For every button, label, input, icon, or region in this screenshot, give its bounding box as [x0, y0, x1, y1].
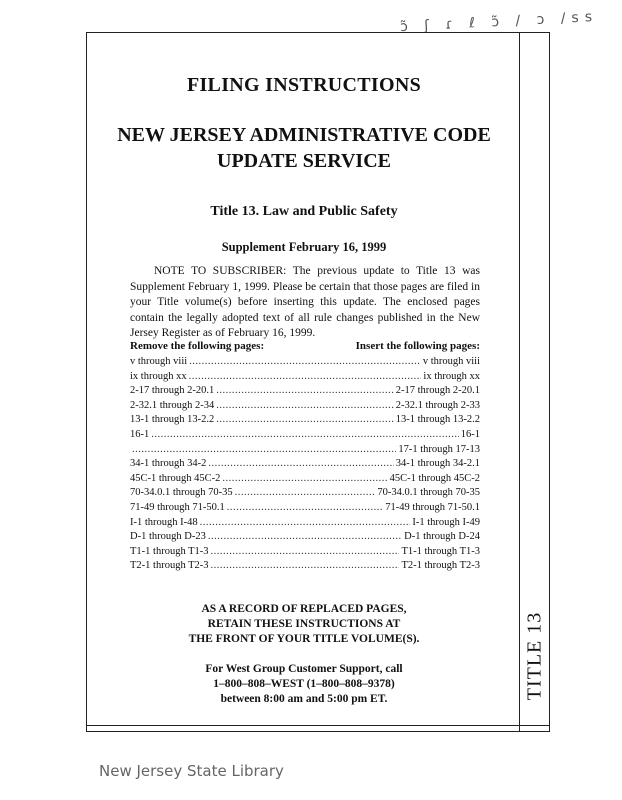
leader-dots — [216, 413, 393, 428]
leader-dots — [208, 457, 393, 472]
leader-dots — [132, 443, 396, 458]
insert-pages: T1-1 through T1-3 — [401, 545, 480, 557]
page-row — [130, 370, 480, 385]
insert-pages: 17-1 through 17-13 — [398, 443, 480, 455]
remove-pages: v through viii — [130, 356, 188, 367]
leader-dots — [189, 370, 422, 385]
insert-pages: 71-49 through 71-50.1 — [385, 501, 480, 513]
code-title — [90, 122, 518, 174]
page-row — [130, 472, 480, 487]
insert-pages: 16-1 — [460, 428, 480, 440]
page-row — [130, 399, 480, 414]
handwritten-annotation: ɔ̃ ʃ ɾ ℓ ɔ̃ / ɔ /ss — [399, 8, 599, 36]
subscriber-note: NOTE TO SUBSCRIBER: The previous update to Title 13 was Supplement February 1, 1999. Please be certain that those pages are filed in your Title volume(s) before inserting this update. The enclosed pages contain the legally adopted text of all rule changes published in the New Jersey Register as of February 16, 1999. — [130, 265, 480, 339]
insert-pages: T2-1 through T2-3 — [401, 560, 480, 572]
record-line1: AS A RECORD OF REPLACED PAGES, — [201, 603, 407, 615]
insert-pages: I-1 through I-49 — [412, 516, 480, 528]
leader-dots — [216, 384, 393, 399]
leader-dots — [189, 355, 421, 370]
leader-dots — [200, 516, 411, 531]
remove-pages: T2-1 through T2-3 — [130, 560, 209, 572]
remove-pages: ix through xx — [130, 370, 187, 382]
page-row — [130, 501, 480, 516]
remove-pages: T1-1 through T1-3 — [130, 545, 209, 557]
spine-tab — [522, 606, 548, 706]
remove-pages: 2-17 through 2-20.1 — [130, 385, 215, 397]
page-row — [130, 443, 480, 458]
page-row — [130, 530, 480, 545]
support-hours: between 8:00 am and 5:00 pm ET. — [220, 693, 388, 705]
leader-dots — [151, 428, 459, 443]
remove-pages: 45C-1 through 45C-2 — [130, 472, 221, 484]
leader-dots — [222, 472, 387, 487]
support-line1: For West Group Customer Support, call — [205, 663, 403, 675]
page-title: FILING INSTRUCTIONS — [186, 74, 422, 96]
page-row — [130, 545, 480, 560]
insert-pages: 70-34.0.1 through 70-35 — [377, 487, 480, 499]
page-row — [130, 384, 480, 399]
page-row — [130, 486, 480, 501]
page-row — [130, 413, 480, 428]
page-row — [130, 428, 480, 443]
leader-dots — [208, 530, 402, 545]
insert-pages: v through viii — [422, 356, 480, 367]
insert-header: Insert the following pages: — [355, 340, 480, 352]
spine-label: TITLE 13 — [523, 611, 546, 701]
insert-pages: 2-17 through 2-20.1 — [395, 385, 480, 397]
pages-header — [130, 340, 480, 352]
page-row — [130, 355, 480, 370]
spine-divider — [519, 33, 520, 731]
pages-list — [130, 355, 480, 574]
insert-pages: D-1 through D-24 — [404, 531, 480, 543]
code-title-line1: NEW JERSEY ADMINISTRATIVE CODE — [117, 124, 491, 146]
code-title-line2: UPDATE SERVICE — [217, 150, 391, 172]
leader-dots — [235, 486, 376, 501]
remove-pages: 16-1 — [130, 428, 150, 440]
bottom-rule — [87, 725, 549, 726]
page-row — [130, 457, 480, 472]
insert-pages: ix through xx — [423, 370, 480, 382]
record-notice — [90, 602, 518, 647]
page-row — [130, 559, 480, 574]
title-subtitle: Title 13. Law and Public Safety — [210, 204, 398, 219]
record-line3: THE FRONT OF YOUR TITLE VOLUME(S). — [188, 633, 420, 645]
remove-header: Remove the following pages: — [130, 340, 265, 352]
remove-pages: I-1 through I-48 — [130, 516, 198, 528]
insert-pages: 45C-1 through 45C-2 — [389, 472, 480, 484]
insert-pages: 2-32.1 through 2-33 — [395, 399, 480, 411]
remove-pages: 34-1 through 34-2 — [130, 458, 207, 470]
remove-pages: 13-1 through 13-2.2 — [130, 414, 215, 426]
support-phone: 1–800–808–WEST (1–800–808–9378) — [213, 678, 395, 690]
page-row — [130, 516, 480, 531]
leader-dots — [211, 559, 400, 574]
remove-pages: 70-34.0.1 through 70-35 — [130, 487, 233, 499]
record-line2: RETAIN THESE INSTRUCTIONS AT — [207, 618, 401, 630]
leader-dots — [227, 501, 383, 516]
leader-dots — [211, 545, 400, 560]
customer-support — [90, 662, 518, 707]
remove-pages: 71-49 through 71-50.1 — [130, 501, 225, 513]
remove-pages: 2-32.1 through 2-34 — [130, 399, 215, 411]
library-stamp: New Jersey State Library — [99, 762, 284, 780]
supplement-date: Supplement February 16, 1999 — [221, 240, 387, 254]
insert-pages: 34-1 through 34-2.1 — [395, 458, 480, 470]
leader-dots — [216, 399, 393, 414]
remove-pages: D-1 through D-23 — [130, 531, 206, 543]
insert-pages: 13-1 through 13-2.2 — [395, 414, 480, 426]
